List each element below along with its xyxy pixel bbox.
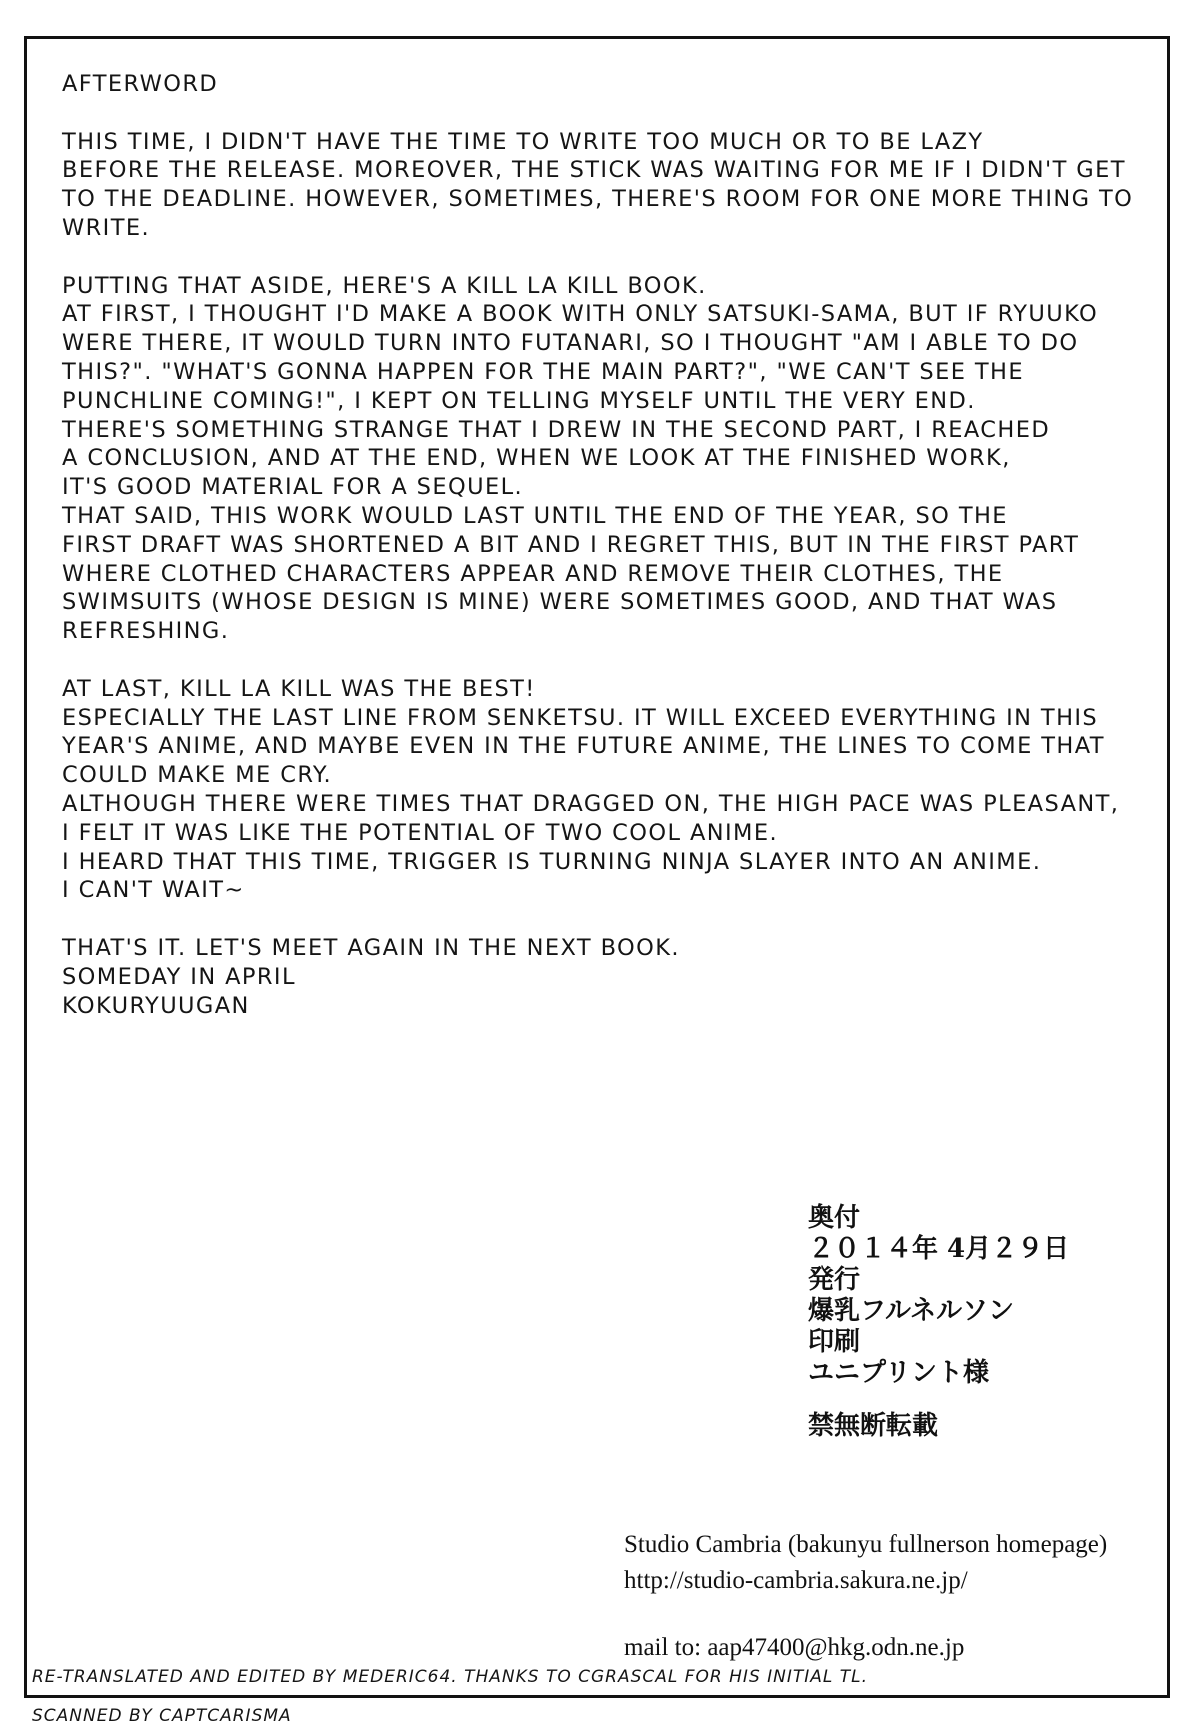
text-line: FIRST DRAFT WAS SHORTENED A BIT AND I REGRET THIS, BUT IN THE FIRST PART [62, 531, 1080, 558]
text-line: PUTTING THAT ASIDE, HERE'S A KILL LA KILL BOOK. [62, 272, 707, 299]
text-line: THAT SAID, THIS WORK WOULD LAST UNTIL THE END OF THE YEAR, SO THE [62, 502, 1008, 529]
text-line: SOMEDAY IN APRIL [62, 963, 296, 990]
text-line: THIS TIME, I DIDN'T HAVE THE TIME TO WRITE TOO MUCH OR TO BE LAZY [62, 128, 984, 155]
text-line: A CONCLUSION, AND AT THE END, WHEN WE LOOK AT THE FINISHED WORK, [62, 445, 1011, 472]
contact-info [624, 1527, 1107, 1666]
text-line: ALTHOUGH THERE WERE TIMES THAT DRAGGED ON, THE HIGH PACE WAS PLEASANT, [62, 790, 1120, 817]
colophon-printer: ユニプリント様 [808, 1358, 989, 1388]
text-line: IT'S GOOD MATERIAL FOR A SEQUEL. [62, 474, 524, 501]
text-line: YEAR'S ANIME, AND MAYBE EVEN IN THE FUTURE ANIME, THE LINES TO COME THAT [62, 733, 1105, 760]
colophon-print-label: 印刷 [808, 1327, 861, 1357]
text-line: BEFORE THE RELEASE. MOREOVER, THE STICK WAS WAITING FOR ME IF I DIDN'T GET [62, 157, 1126, 184]
text-line: COULD MAKE ME CRY. [62, 762, 333, 789]
afterword-paragraph-3 [62, 675, 1152, 905]
studio-url: http://studio-cambria.sakura.ne.jp/ [624, 1567, 968, 1594]
scan-credit: SCANNED BY CAPTCARISMA [32, 1706, 292, 1726]
text-line: AT LAST, KILL LA KILL WAS THE BEST! [62, 675, 536, 702]
text-line: THAT'S IT. LET'S MEET AGAIN IN THE NEXT BOOK. [62, 934, 680, 961]
colophon-reprint-notice: 禁無断転載 [808, 1411, 939, 1441]
colophon-date: ２０１４年 4月２９日 [808, 1234, 1070, 1264]
text-line: THIS?". "WHAT'S GONNA HAPPEN FOR THE MAIN PART?", "WE CAN'T SEE THE [62, 358, 1024, 385]
text-line: I HEARD THAT THIS TIME, TRIGGER IS TURNING NINJA SLAYER INTO AN ANIME. [62, 848, 1042, 875]
afterword-text [62, 70, 1152, 1049]
afterword-signoff [62, 934, 1152, 1020]
text-line: WHERE CLOTHED CHARACTERS APPEAR AND REMOVE THEIR CLOTHES, THE [62, 560, 1004, 587]
text-line: I FELT IT WAS LIKE THE POTENTIAL OF TWO COOL ANIME. [62, 819, 779, 846]
text-line: WRITE. [62, 214, 151, 241]
studio-name: Studio Cambria (bakunyu fullnerson homepage) [624, 1531, 1108, 1558]
colophon-publish-label: 発行 [808, 1265, 861, 1295]
translation-credit: RE-TRANSLATED AND EDITED BY MEDERIC64. THANKS TO CGRASCAL FOR HIS INITIAL TL. [32, 1667, 869, 1687]
text-line: I CAN'T WAIT~ [62, 877, 245, 904]
text-line: WERE THERE, IT WOULD TURN INTO FUTANARI, SO I THOUGHT "AM I ABLE TO DO [62, 330, 1079, 357]
text-line: ESPECIALLY THE LAST LINE FROM SENKETSU. IT WILL EXCEED EVERYTHING IN THIS [62, 704, 1099, 731]
afterword-title: AFTERWORD [62, 71, 219, 97]
afterword-paragraph-1 [62, 128, 1152, 243]
text-line: SWIMSUITS (WHOSE DESIGN IS MINE) WERE SOMETIMES GOOD, AND THAT WAS [62, 589, 1058, 616]
colophon-publisher: 爆乳フルネルソン [808, 1296, 1015, 1326]
text-line: AT FIRST, I THOUGHT I'D MAKE A BOOK WITH ONLY SATSUKI-SAMA, BUT IF RYUUKO [62, 301, 1099, 328]
text-line: REFRESHING. [62, 618, 230, 645]
text-line: TO THE DEADLINE. HOWEVER, SOMETIMES, THERE'S ROOM FOR ONE MORE THING TO [62, 186, 1134, 213]
afterword-paragraph-2 [62, 272, 1152, 646]
contact-email: mail to: aap47400@hkg.odn.ne.jp [624, 1634, 965, 1661]
text-line: THERE'S SOMETHING STRANGE THAT I DREW IN THE SECOND PART, I REACHED [62, 416, 1051, 443]
text-line: PUNCHLINE COMING!", I KEPT ON TELLING MYSELF UNTIL THE VERY END. [62, 387, 976, 414]
colophon-heading: 奥付 [808, 1203, 861, 1233]
author-signature: KOKURYUUGAN [62, 992, 250, 1019]
colophon [808, 1203, 1069, 1442]
